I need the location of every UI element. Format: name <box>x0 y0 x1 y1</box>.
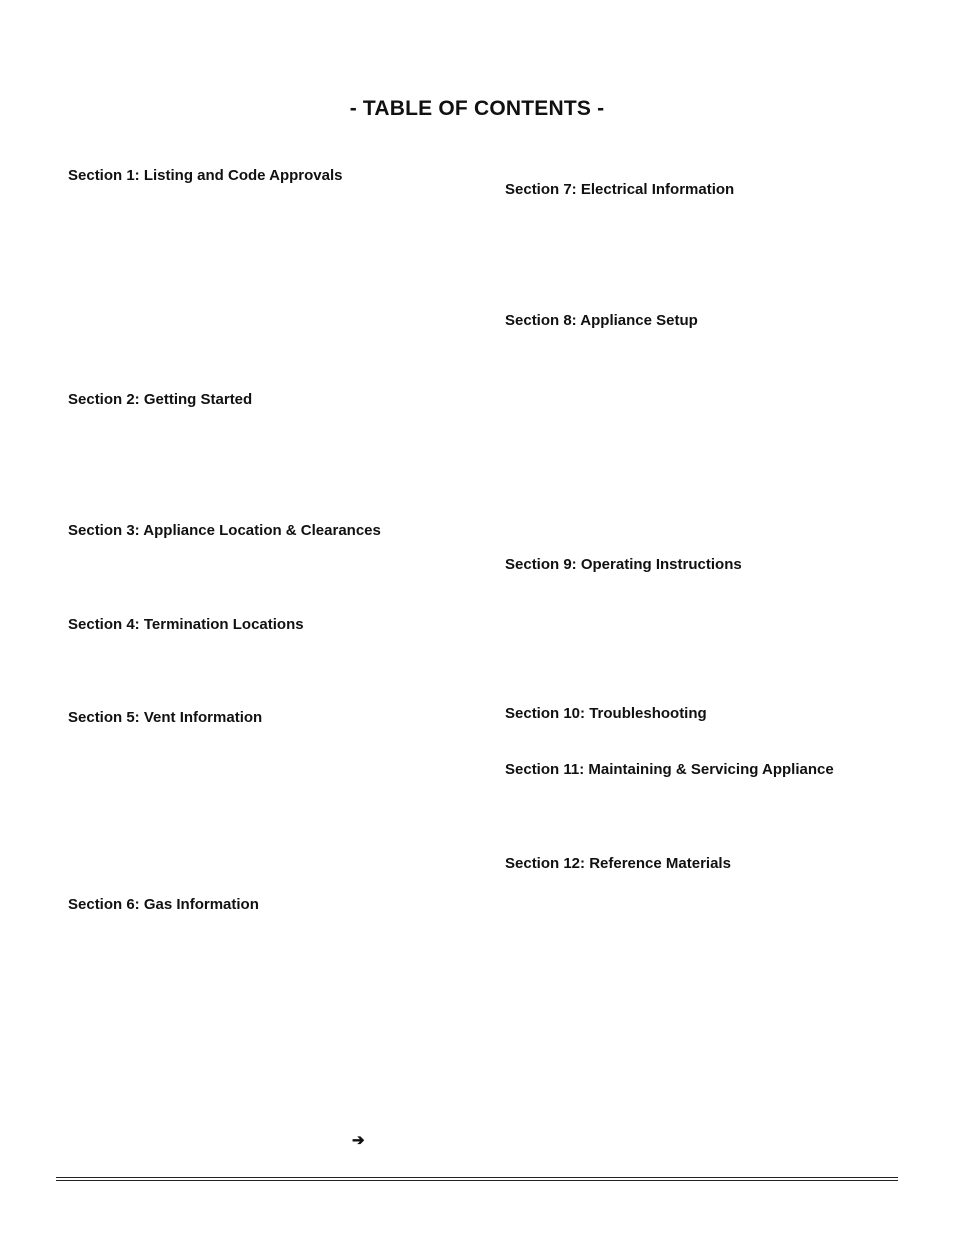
toc-section-9[interactable]: Section 9: Operating Instructions <box>505 556 742 573</box>
arrow-right-icon: ➔ <box>352 1132 365 1149</box>
page-title: - TABLE OF CONTENTS - <box>349 97 605 120</box>
toc-section-5[interactable]: Section 5: Vent Information <box>68 709 263 726</box>
toc-section-4[interactable]: Section 4: Termination Locations <box>68 616 304 633</box>
toc-section-8[interactable]: Section 8: Appliance Setup <box>505 312 698 329</box>
toc-section-11[interactable]: Section 11: Maintaining & Servicing Appliance <box>505 761 834 778</box>
toc-section-7[interactable]: Section 7: Electrical Information <box>505 181 735 198</box>
toc-section-3[interactable]: Section 3: Appliance Location & Clearances <box>68 522 381 539</box>
toc-section-2[interactable]: Section 2: Getting Started <box>68 391 253 408</box>
toc-section-12[interactable]: Section 12: Reference Materials <box>505 855 731 872</box>
toc-section-6[interactable]: Section 6: Gas Information <box>68 896 259 913</box>
footer-rule-top <box>56 1177 898 1178</box>
footer-rule-bottom <box>56 1180 898 1181</box>
toc-section-10[interactable]: Section 10: Troubleshooting <box>505 705 707 722</box>
toc-section-1[interactable]: Section 1: Listing and Code Approvals <box>68 167 343 184</box>
